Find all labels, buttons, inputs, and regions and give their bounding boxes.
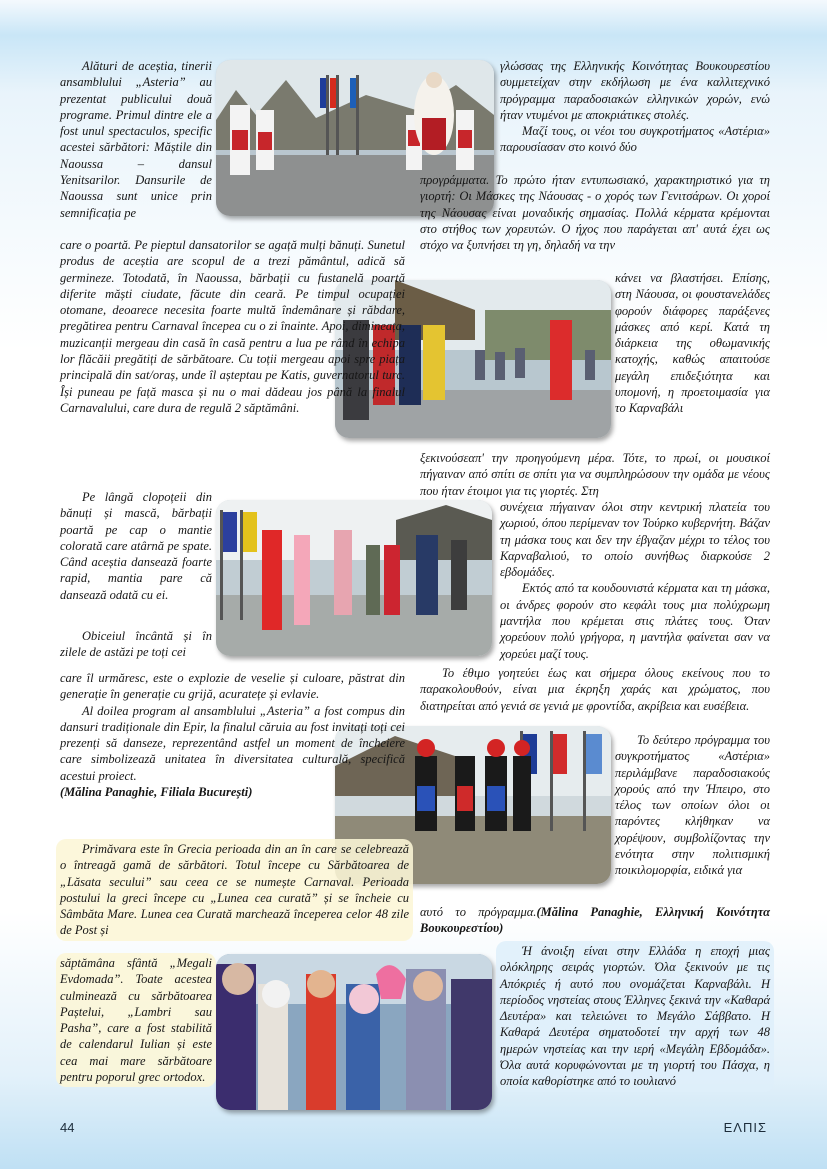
gr-paragraph-3: Εκτός από τα κουδουνιστά κέρματα και τη μάσκα, οι άνδρες φορούν στο κεφάλι τους μια πολύχρωμη μαντήλα που κρέμεται στις πλάτες τους. Όταν χορεύουν πολύ γρήγορα, η μαντήλα φαίνεται σαν να χορεύει μαζί τους. bbox=[500, 581, 770, 661]
ro-paragraph-3-start: Obiceiul încântă și în zilele de astăzi pe toți cei bbox=[60, 629, 212, 660]
ro-paragraph-5-bottom: săptămâna sfântă „Megali Evdomada”. Toate acestea culminează cu sărbătoarea Paștelui, „Lambri sau Pasha”, care a fost stabilită de calendarul Iulian și este cea mai mare sărbătoare pentru poporul grec ortodox. bbox=[56, 953, 216, 1087]
gr-paragraph-6: Ή άνοιξη είναι στην Ελλάδα η εποχή μιας ολόκληρης σειράς γιορτών. Όλα ξεκινούν με τις Απόκριές ή αυτό που ονομάζεται Καρναβάλι. Η περίοδος νηστείας στους Έλληνες ξεκινά την «Καθαρά Δευτέρα» και τελειώνει το Μεγάλο Σάββατο. Η Καθαρά Δευτέρα σηματοδοτεί την αρχή των 48 ημερών νηστείας και την ιερή «Μεγάλη Εβδομάδα». Όλα αυτά κορυφώνονται με τη γιορτή του Πάσχα, η οποία καθορίστηκε από το ιουλιανό bbox=[496, 941, 774, 1092]
ro-intro-column bbox=[60, 58, 212, 221]
gr-paragraph-2-bottom: ξεκινούσεαπ' την προηγούμενη μέρα. Τότε, το πρωί, οι μουσικοί πήγαιναν από σπίτι σε σπίτι για να συμπληρώσουν την ομάδα με νέους που ήταν έτοιμοι για τις γιορτές. Στη bbox=[420, 451, 770, 498]
ro-paragraph-5-top: Primăvara este în Grecia perioada din an în care se celebrează o întreagă gamă de sărbători. Totul începe cu Sărbătoarea de „Lăsata secului” sau ceea ce se numește Carnaval. Perioada postului la greci începe cu „Lunea cea curată” și se încheie cu Sâmbăta Mare. Lunea cea Curată marchează începerea celor 48 zile de Post și bbox=[56, 839, 413, 941]
ro-paragraph-2: Pe lângă clopoțeii din bănuți și mască, bărbații poartă pe cap o mantie colorată care atârnă pe spate. Când aceștia dansează foarte rapid, mantia pare că dansează odată cu ei. bbox=[60, 490, 212, 602]
ro-paragraph-3-4: care îl urmăresc, este o explozie de veselie și culoare, păstrat din generație în generație cu grijă, acuratețe și evlavie. Al doilea program al ansamblului „Asteria” a fost compus din dansuri tradiționale din Epir, la finalul căruia au fost invitați toți cei prezenți să danseze, reprezentând astfel un moment de încheiere care simbolizează unitatea în diversitatea culturală, specifică acestui proiect. (Mălina Panaghie, Filiala București) bbox=[60, 671, 405, 800]
gr-paragraph-5-end: αυτό το πρόγραμμα.(Mălina Panaghie, Ελληνική Κοινότητα Βουκουρεστίου) bbox=[420, 905, 771, 936]
photo-masked-children bbox=[216, 954, 492, 1110]
page-number: 44 bbox=[60, 1120, 75, 1135]
gr-paragraph-2-top: προγράμματα. Το πρώτο ήταν εντυπωσιακό, χαρακτηριστικό για τη γιορτή: Οι Μάσκες της Νάουσας - ο χορός των Γενιτσάρων. Οι χοροί της Νάουσας είναι μοναδικής σημασίας. Πολλά κέρματα κρέμονται στο στήθος των χορευτών. Ο ήχος που παράγεται απ' αυτά έχει ως στόχο να ξυπνήσει τη γη, δηλαδή να την bbox=[420, 173, 770, 253]
photo-participants-festival bbox=[216, 500, 492, 656]
magazine-name: ΕΛΠΙΣ bbox=[723, 1120, 767, 1135]
gr-signature: (Mălina Panaghie, Ελληνική Κοινότητα Βουκουρεστίου) bbox=[420, 905, 771, 936]
gr-paragraph-5-start: Το δεύτερο πρόγραμμα του συγκροτήματος «Αστέρια» περιλάμβανε παραδοσιακούς χορούς από την Ήπειρο, στο τέλος των οποίων όλοι οι παρόντες κλήθηκαν να χορέψουν, συμβολίζοντας την ενότητα στην πολιτισμική ποικιλομορφία, ειδικά για bbox=[615, 733, 770, 878]
ro-signature: (Mălina Panaghie, Filiala București) bbox=[60, 785, 253, 800]
gr-paragraph-2-end: συνέχεια πήγαιναν όλοι στην κεντρική πλατεία του χωριού, όπου περίμεναν τον Τούρκο κυβερνήτη. Βάζαν τη μάσκα τους και δεν την έβγαζαν μέχρι το τέλος του Καρναβαλιού, το οποίο συνήθως διαρκούσε 2 εβδομάδες. Εκτός από τα κουδουνιστά κέρματα και τη μάσκα, οι άνδρες φορούν στο κεφάλι τους μια πολύχρωμη μαντήλα που κρέμεται στις πλάτες τους. Όταν χορεύουν πολύ γρήγορα, η μαντήλα φαίνεται σαν να χορεύει μαζί τους. bbox=[500, 500, 770, 661]
ro-paragraph-1: care o poartă. Pe pieptul dansatorilor se agață mulți bănuți. Sunetul produs de aceștia are scopul de a trezi pământul, adică să germineze. Totodată, în Naoussa, bărbații cu fustanelă poartă diferite măști ciudate, făcute din ceară. Pe timpul ocupației otomane, deoarece necesita foarte multă îndemânare și răbdare, pregătirea pentru Carnaval începea cu o zi înainte. Apoi, dimineața, muzicanții mergeau din casă în casă pentru a lua pe rând în echipa lor flăcăii pregătiți de sărbătoare. Cu toții mergeau apoi spre piața principală din sat/oraș, unde îl așteptau pe Katis, guvernatorul turc. Își puneau pe față masca și nu o mai dădeau jos până la finalul Carnavalului, care dura de regulă 2 săptămâni. bbox=[60, 238, 405, 415]
gr-paragraph-2-mid: κάνει να βλαστήσει. Επίσης, στη Νάουσα, οι φουστανελάδες φορούν διάφορες παράξενες μάσκες από κερί. Κατά τη διάρκεια της οθωμανικής κατοχής, καθώς απαιτούσε μεγάλη επιδεξιότητα και υπομονή, η προετοιμασία για το Καρναβάλι bbox=[615, 271, 770, 416]
ro-paragraph-1-start: Alături de aceștia, tinerii ansamblului „Asteria” au prezentat publicului două programe. Primul dintre ele a fost unul spectaculos, specific acestei sărbători: Măștile din Naoussa – dansul Yenitsarilor. Dansurile de Naoussa sunt unice prin semnificația pe bbox=[60, 59, 212, 220]
gr-paragraph-1: γλώσσας της Ελληνικής Κοινότητας Βουκουρεστίου συμμετείχαν στην εκδήλωση με ένα καλλιτεχνικό πρόγραμμα παραδοσιακών ελληνικών χορών, ενώ ήταν ντυμένοι με αποκριάτικες στολές. Μαζί τους, οι νέοι του συγκροτήματος «Αστέρια» παρουσίασαν στο κοινό δύο bbox=[500, 59, 770, 155]
gr-paragraph-4: Το έθιμο γοητεύει έως και σήμερα όλους εκείνους που το παρακολουθούν, είναι μια έκρηξη χαράς και χρώματος, που διατηρείται από γενιά σε γενιά με φροντίδα, ακρίβεια και ευσέβεια. bbox=[420, 666, 770, 713]
